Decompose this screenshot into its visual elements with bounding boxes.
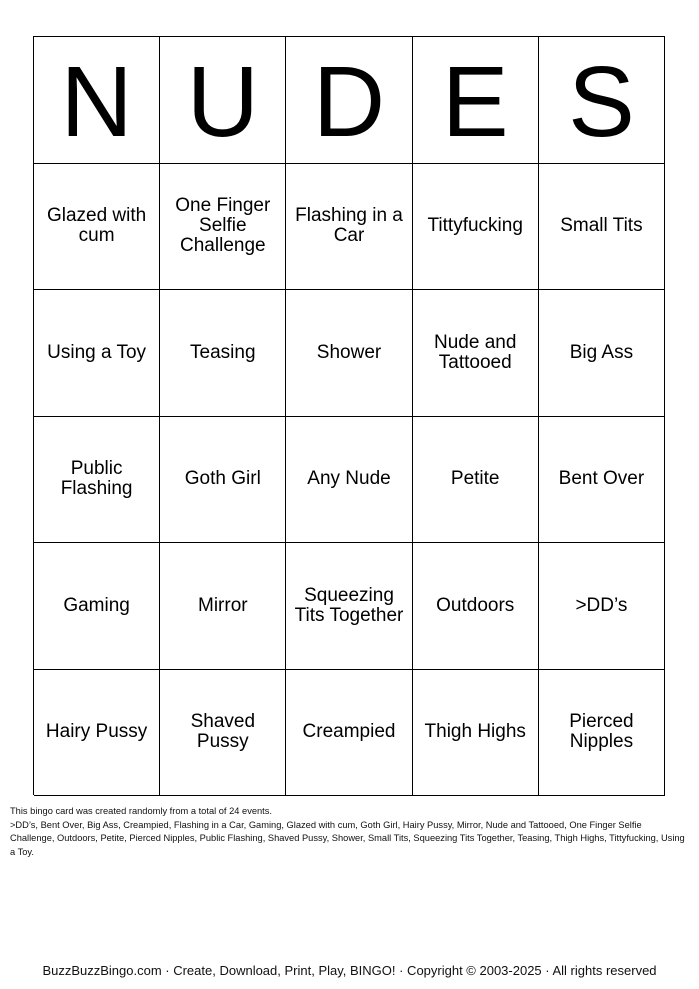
bingo-cell: Shaved Pussy [160,670,286,797]
header-letter: E [413,37,539,164]
bingo-cell: Bent Over [539,417,665,544]
bingo-cell: Creampied [286,670,412,797]
bingo-cell: Glazed with cum [34,164,160,291]
note-event-list: >DD’s, Bent Over, Big Ass, Creampied, Flashing in a Car, Gaming, Glazed with cum, Goth Girl, Hairy Pussy, Mirror, Nude and Tattooed, One Finger Selfie Challenge, Outdoors, Petite, Pierced Nipples, Public Flashing, Shaved Pussy, Shower, Small Tits, Squeezing Tits Together, Teasing, Thigh Highs, Tittyfucking, Using a Toy. [10,819,685,857]
card-row [34,670,665,797]
bingo-cell: Hairy Pussy [34,670,160,797]
bingo-cell: Pierced Nipples [539,670,665,797]
bingo-cell: Flashing in a Car [286,164,412,291]
card-row [34,543,665,670]
bingo-cell: Public Flashing [34,417,160,544]
header-letter: N [34,37,160,164]
bingo-cell: Goth Girl [160,417,286,544]
bingo-cell: >DD’s [539,543,665,670]
note-summary: This bingo card was created randomly from a total of 24 events. [10,806,272,816]
bingo-cell: Small Tits [539,164,665,291]
event-note [10,805,688,859]
bingo-cell: Mirror [160,543,286,670]
card-row [34,290,665,417]
card-row [34,164,665,291]
bingo-cell: Teasing [160,290,286,417]
header-letter: U [160,37,286,164]
bingo-cell: Squeezing Tits Together [286,543,412,670]
header-row [34,37,665,164]
card-row [34,417,665,544]
bingo-cell: Tittyfucking [413,164,539,291]
bingo-cell: Outdoors [413,543,539,670]
bingo-cell: Shower [286,290,412,417]
header-letter: S [539,37,665,164]
header-letter: D [286,37,412,164]
bingo-cell: Using a Toy [34,290,160,417]
bingo-cell: Big Ass [539,290,665,417]
bingo-cell: Thigh Highs [413,670,539,797]
bingo-cell: Gaming [34,543,160,670]
bingo-card [33,36,665,795]
bingo-cell: Petite [413,417,539,544]
site-footer: BuzzBuzzBingo.com · Create, Download, Print, Play, BINGO! · Copyright © 2003-2025 · All rights reserved [42,963,657,978]
bingo-cell: Any Nude [286,417,412,544]
bingo-cell: Nude and Tattooed [413,290,539,417]
bingo-cell: One Finger Selfie Challenge [160,164,286,291]
